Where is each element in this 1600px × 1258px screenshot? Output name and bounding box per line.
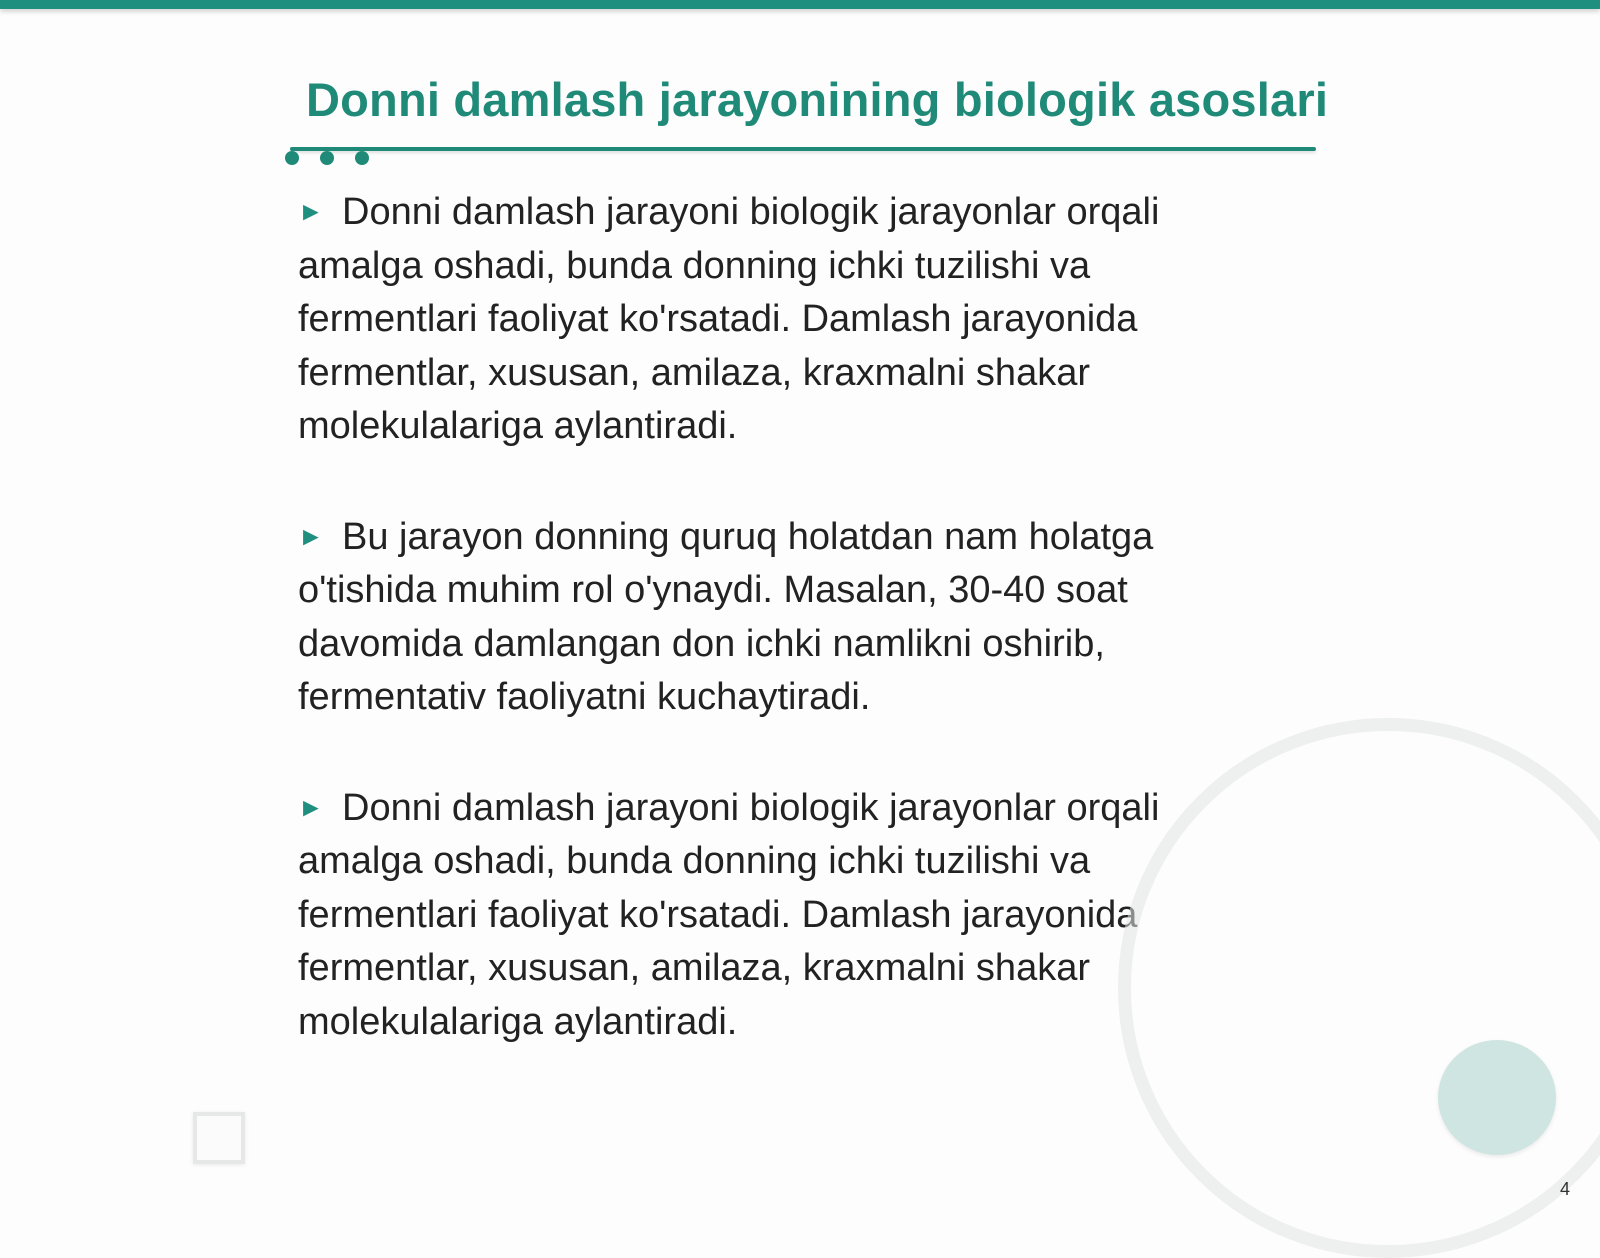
page-number: 4 [1559, 1179, 1570, 1199]
bullet-text: Donni damlash jarayoni biologik jarayonlar orqali amalga oshadi, bunda donning ichki tuzilishi va fermentlari faoliyat ko'rsatadi. Damlash jarayonida fermentlar, xususan, amilaza, kraxmalni shakar molekulalariga aylantiradi. [298, 786, 1160, 1043]
bullet-item [298, 781, 1258, 1050]
slide-title: Donni damlash jarayonining biologik asoslari [306, 73, 1329, 126]
title-underline-dot-3 [355, 151, 369, 165]
decorative-square [193, 1112, 245, 1164]
bullet-arrow-icon: ► [298, 520, 324, 551]
bullet-item [298, 510, 1258, 725]
bullet-text: Bu jarayon donning quruq holatdan nam holatga o'tishida muhim rol o'ynaydi. Masalan, 30-40 soat davomida damlangan don ichki namlikni oshirib, fermentativ faoliyatni kuchaytiradi. [298, 515, 1154, 718]
bullet-arrow-icon: ► [298, 791, 324, 822]
bullet-arrow-icon: ► [298, 196, 324, 226]
title-underline-dot-1 [285, 151, 299, 165]
bullet-text: Donni damlash jarayoni biologik jarayonlar orqali amalga oshadi, bunda donning ichki tuzilishi va fermentlari faoliyat ko'rsatadi. Damlash jarayonida fermentlar, xususan, amilaza, kraxmalni shakar molekulalariga aylantiradi. [298, 191, 1160, 447]
title-underline-dot-2 [320, 151, 334, 165]
decorative-circle [1438, 1040, 1556, 1155]
bullet-list [298, 185, 1258, 1105]
bullet-item [298, 185, 1258, 454]
top-accent-bar [0, 0, 1600, 9]
title-underline [290, 147, 1316, 151]
